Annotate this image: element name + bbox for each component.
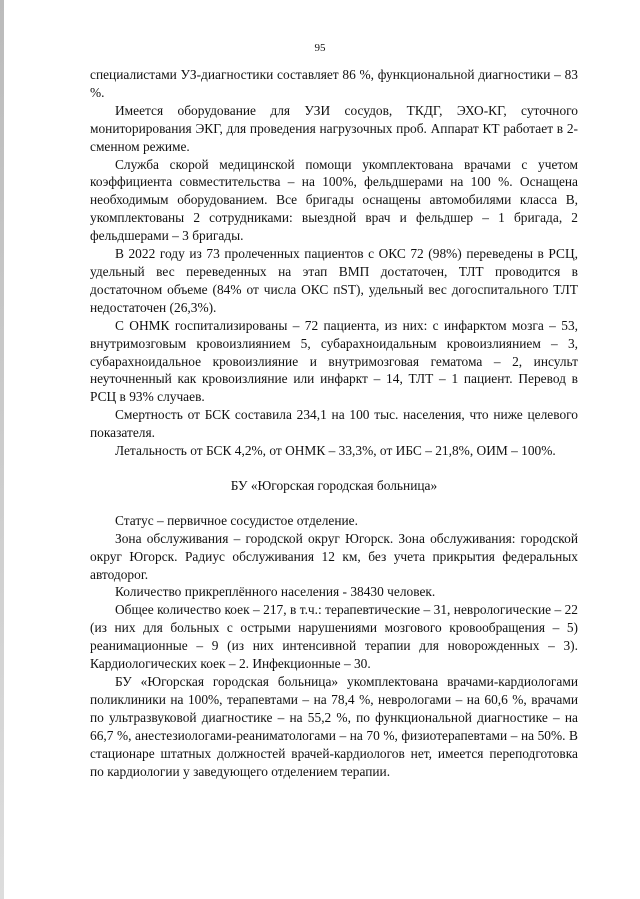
section-title: БУ «Югорская городская больница»: [230, 477, 438, 493]
paragraph-ambulance: Служба скорой медицинской помощи укомплектована врачами с учетом коэффициента совместительства – на 100%, фельдшерами на 100 %. Оснащена необходимым оборудованием. Все бригады оснащены автомобилями класса В, укомплектованы 2 сотрудниками: выездной врач и фельдшер – 1 бригада, 2 фельдшерами – 3 бригады.: [90, 156, 578, 244]
paragraph-population: Количество прикреплённого населения - 38430 человек.: [115, 584, 436, 600]
paragraph-acs-2022: В 2022 году из 73 пролеченных пациентов с ОКС 72 (98%) переведены в РСЦ, удельный вес переведенных на этап ВМП достаточен, ТЛТ проводится в достаточном объеме (84% от числа ОКС пST), удельный вес догоспитального ТЛТ недостаточен (26,3%).: [90, 246, 578, 315]
paragraph-service-zone: Зона обслуживания – городской округ Югорск. Зона обслуживания: городской округ Югорск. Радиус обслуживания 12 км, без учета прикрытия федеральных автодорог.: [90, 530, 578, 582]
page-number: 95: [314, 42, 326, 54]
paragraph-beds: Общее количество коек – 217, в т.ч.: терапевтические – 31, неврологические – 22 (из них для больных с острыми нарушениями мозгового кровообращения – 5) реанимационные – 9 (из них интенсивной терапии для новорожденных – 3). Кардиологических коек – 2. Инфекционные – 30.: [90, 602, 578, 672]
paragraph-staffing: БУ «Югорская городская больница» укомплектована врачами-кардиологами поликлиники на 100%, терапевтами – на 78,4 %, неврологами – на 60,6 %, врачами по ультразвуковой диагностике – на 55,2 %, по функциональной диагностике – на 66,7 %, анестезиологами-реаниматологами – на 70 %, физиотерапевтами – на 50%. В стационаре штатных должностей врачей-кардиологов нет, имеется переподготовка по кардиологии у заведующего отделением терапии.: [90, 674, 578, 779]
paragraph-continuation: специалистами УЗ-диагностики составляет 86 %, функциональной диагностики – 83 %.: [90, 67, 578, 100]
paragraph-stroke: С ОНМК госпитализированы – 72 пациента, из них: с инфарктом мозга – 53, внутримозговым кровоизлиянием 5, субарахноидальным кровоизлиянием – 3, субарахноидальное кровоизлияние и внутримозговая гематома – 2, инсульт неуточненный как кровоизлияние или инфаркт – 14, ТЛТ – 1 пациент. Перевод в РСЦ в 93% случаев.: [90, 317, 578, 405]
paragraph-lethality: Летальность от БСК 4,2%, от ОНМК – 33,3%, от ИБС – 21,8%, ОИМ – 100%.: [115, 443, 556, 459]
document-body: [90, 66, 578, 780]
paragraph-equipment: Имеется оборудование для УЗИ сосудов, ТКДГ, ЭХО-КГ, суточного мониторирования ЭКГ, для проведения нагрузочных проб. Аппарат КТ работает в 2-сменном режиме.: [90, 102, 578, 154]
scan-edge: [0, 0, 4, 899]
paragraph-status: Статус – первичное сосудистое отделение.: [115, 512, 358, 528]
paragraph-mortality: Смертность от БСК составила 234,1 на 100 тыс. населения, что ниже целевого показателя.: [90, 407, 578, 441]
